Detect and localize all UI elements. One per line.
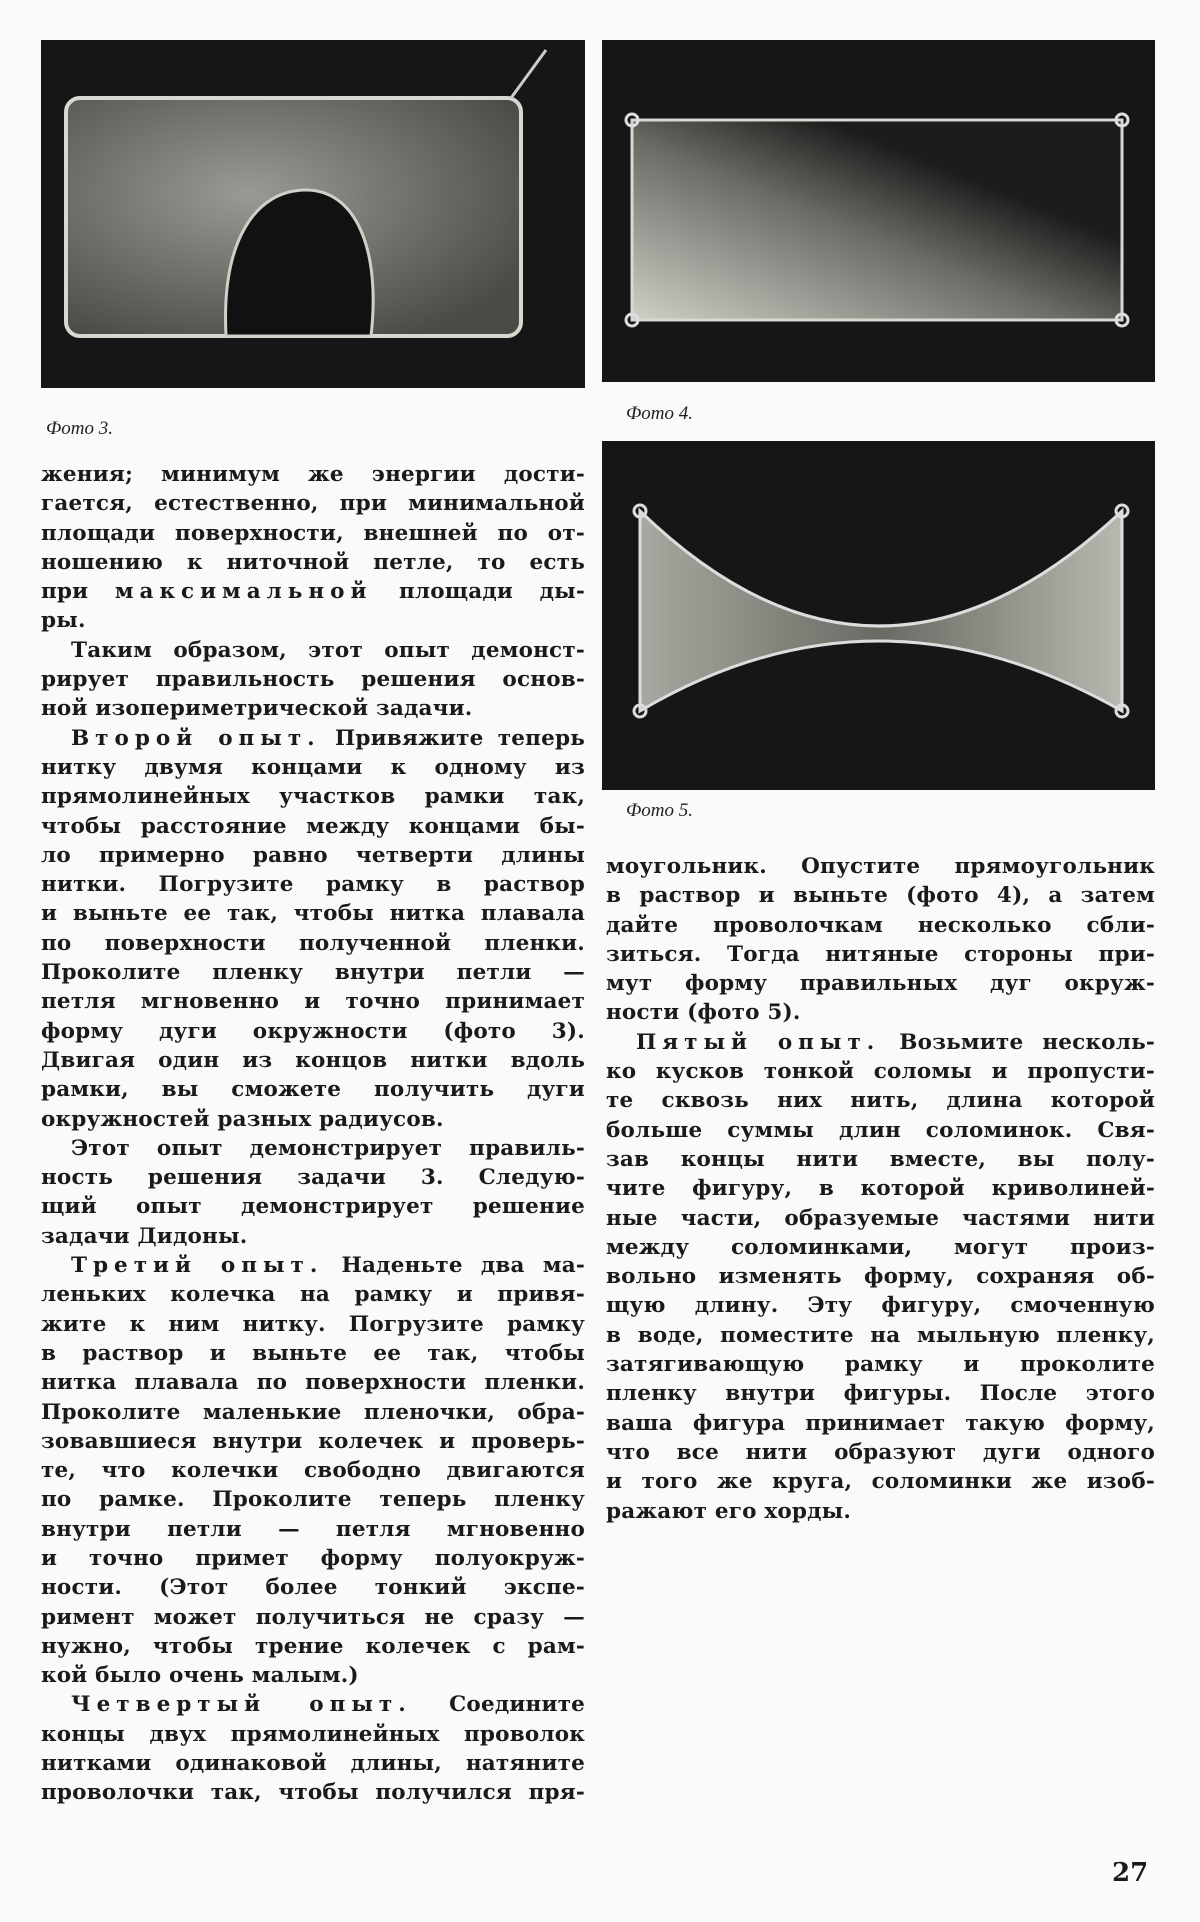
line-text: вольно изменять форму, сохраняя об- [606, 1264, 1155, 1290]
line-text: в воде, поместите на мыльную пленку, [606, 1322, 1155, 1348]
text-line [41, 577, 585, 606]
section-lead-in: максимальной [114, 579, 373, 605]
line-text: нитку двумя концами к одному из [41, 754, 585, 780]
text-line [41, 1573, 585, 1602]
text-line [41, 1310, 585, 1339]
text-line [41, 1251, 585, 1280]
line-text: петля мгновенно и точно принимает [41, 989, 585, 1015]
line-text: ность решения задачи 3. Следую- [41, 1165, 585, 1191]
text-line [41, 1690, 585, 1719]
line-text: Возьмите несколь- [880, 1029, 1155, 1055]
text-line [41, 1778, 585, 1807]
line-text: ваша фигура принимает такую форму, [606, 1410, 1155, 1436]
line-text: те, что колечки свободно двигаются [41, 1458, 585, 1484]
text-line [41, 724, 585, 753]
line-text: жения; минимум же энергии дости- [41, 462, 585, 487]
text-line [606, 1467, 1155, 1496]
text-line [41, 1427, 585, 1456]
line-text: щую длину. Эту фигуру, смоченную [606, 1293, 1155, 1319]
text-line [606, 1028, 1155, 1057]
photo-4 [602, 40, 1155, 382]
line-text: ражают его хорды. [606, 1498, 852, 1524]
line-text: ной изопериметрической задачи. [41, 696, 473, 722]
line-text: окружностей разных радиусов. [41, 1106, 444, 1132]
line-text: мут форму правильных дуг окруж- [606, 971, 1155, 997]
line-text: Проколите пленку внутри петли — [41, 960, 585, 986]
line-text: задачи Дидоны. [41, 1223, 248, 1249]
text-line [606, 1438, 1155, 1467]
text-line [41, 812, 585, 841]
line-text: в раствор и выньте (фото 4), а затем [606, 883, 1155, 909]
line-text: рирует правильность решения основ- [41, 667, 585, 693]
line-text: кой было очень малым.) [41, 1663, 359, 1689]
text-line [606, 1145, 1155, 1174]
text-line [41, 694, 585, 723]
text-line [606, 969, 1155, 998]
line-text: ры. [41, 608, 86, 634]
line-text: по рамке. Проколите теперь пленку [41, 1487, 585, 1513]
text-line [41, 958, 585, 987]
text-line [41, 987, 585, 1016]
line-text: зовавшиеся внутри колечек и проверь- [41, 1428, 585, 1454]
text-line [41, 1134, 585, 1163]
line-text: ко кусков тонкой соломы и пропусти- [606, 1059, 1155, 1085]
photo-4-caption: Фото 4. [626, 403, 694, 424]
text-line [41, 870, 585, 899]
text-line [41, 1749, 585, 1778]
line-text: что все нити образуют дуги одного [606, 1439, 1155, 1465]
text-line [41, 1163, 585, 1192]
text-line [41, 1398, 585, 1427]
text-line [606, 1233, 1155, 1262]
text-line [41, 1280, 585, 1309]
line-text: нитками одинаковой длины, натяните [41, 1751, 585, 1777]
line-text: щий опыт демонстрирует решение [41, 1194, 585, 1220]
text-line [41, 782, 585, 811]
left-text-column [41, 460, 585, 1808]
line-text: моугольник. Опустите прямоугольник [606, 854, 1155, 879]
line-text: римент может получиться не сразу — [41, 1604, 585, 1630]
line-text: пленку внутри фигуры. После этого [606, 1381, 1155, 1407]
text-line [41, 1456, 585, 1485]
line-text: и точно примет форму полуокруж- [41, 1545, 585, 1571]
photo-5 [602, 441, 1155, 790]
line-text: прямолинейных участков рамки так, [41, 784, 585, 810]
text-line [606, 1262, 1155, 1291]
soap-film-rectangle-image [602, 40, 1155, 382]
text-line [606, 940, 1155, 969]
line-text: зав концы нити вместе, вы полу- [606, 1146, 1155, 1172]
section-lead-in: Второй опыт. [71, 725, 321, 751]
text-line [606, 1204, 1155, 1233]
text-line [606, 911, 1155, 940]
text-line [41, 548, 585, 577]
text-line [41, 1720, 585, 1749]
section-lead-in: Пятый опыт. [636, 1029, 881, 1055]
line-text: гается, естественно, при минимальной [41, 491, 585, 517]
text-line [41, 841, 585, 870]
text-line [41, 1222, 585, 1251]
line-text: концы двух прямолинейных проволок [41, 1721, 585, 1747]
text-line [41, 636, 585, 665]
line-text: форму дуги окружности (фото 3). [41, 1018, 585, 1044]
line-text: ношению к ниточной петле, то есть [41, 549, 585, 575]
text-line [41, 1339, 585, 1368]
soap-film-arcs-image [602, 441, 1155, 790]
line-text: ности. (Этот более тонкий экспе- [41, 1575, 585, 1601]
text-line [41, 1603, 585, 1632]
line-text: внутри петли — петля мгновенно [41, 1516, 585, 1542]
line-text: Проколите маленькие пленочки, обра- [41, 1399, 585, 1425]
text-line [606, 1379, 1155, 1408]
line-text: и выньте ее так, чтобы нитка плавала [41, 901, 585, 927]
line-text: между соломинками, могут произ- [606, 1234, 1155, 1260]
text-line [606, 852, 1155, 881]
text-line [606, 1291, 1155, 1320]
text-line [41, 460, 585, 489]
line-text: в раствор и выньте ее так, чтобы [41, 1340, 585, 1366]
line-text: ности (фото 5). [606, 1000, 801, 1026]
line-text: при [41, 579, 115, 605]
line-text: Соедините [411, 1692, 586, 1718]
section-lead-in: Четвертый опыт. [71, 1692, 412, 1718]
text-line [41, 1485, 585, 1514]
text-line [41, 519, 585, 548]
line-text: зиться. Тогда нитяные стороны при- [606, 941, 1155, 967]
line-text: Двигая один из концов нитки вдоль [41, 1047, 585, 1073]
photo-5-caption: Фото 5. [626, 800, 694, 821]
text-line [41, 929, 585, 958]
photo-3 [41, 40, 585, 388]
line-text: Привяжите теперь [320, 725, 585, 751]
line-text: ные части, образуемые частями нити [606, 1205, 1155, 1231]
line-text: площади поверхности, внешней по от- [41, 520, 585, 546]
text-line [41, 1017, 585, 1046]
line-text: нужно, чтобы трение колечек с рам- [41, 1633, 585, 1659]
line-text: нитка плавала по поверхности пленки. [41, 1370, 585, 1396]
line-text: Этот опыт демонстрирует правиль- [71, 1135, 585, 1161]
text-line [606, 1321, 1155, 1350]
line-text: по поверхности полученной пленки. [41, 930, 585, 956]
line-text: площади ды- [372, 579, 585, 605]
line-text: Таким образом, этот опыт демонст- [71, 637, 585, 663]
text-line [606, 881, 1155, 910]
line-text: Наденьте два ма- [323, 1253, 585, 1279]
line-text: проволочки так, чтобы получился пря- [41, 1780, 585, 1806]
text-line [41, 1661, 585, 1690]
soap-film-frame-with-arc-image [41, 40, 585, 388]
text-line [606, 1350, 1155, 1379]
section-lead-in: Третий опыт. [71, 1253, 324, 1279]
text-line [606, 1086, 1155, 1115]
text-line [606, 998, 1155, 1027]
line-text: чтобы расстояние между концами бы- [41, 813, 585, 839]
line-text: и того же круга, соломинки же изоб- [606, 1469, 1155, 1495]
text-line [606, 1497, 1155, 1526]
text-line [606, 1057, 1155, 1086]
line-text: нитки. Погрузите рамку в раствор [41, 872, 585, 898]
text-line [606, 1409, 1155, 1438]
text-line [41, 1368, 585, 1397]
line-text: рамки, вы сможете получить дуги [41, 1077, 585, 1103]
text-line [41, 1515, 585, 1544]
text-line [41, 1075, 585, 1104]
text-line [41, 1105, 585, 1134]
text-line [41, 753, 585, 782]
line-text: больше суммы длин соломинок. Свя- [606, 1117, 1155, 1143]
line-text: ло примерно равно четверти длины [41, 842, 585, 868]
line-text: леньких колечка на рамку и привя- [41, 1282, 585, 1308]
line-text: дайте проволочкам несколько сбли- [606, 912, 1155, 938]
text-line [41, 606, 585, 635]
text-line [41, 1046, 585, 1075]
text-line [606, 1116, 1155, 1145]
photo-3-caption: Фото 3. [46, 418, 114, 439]
line-text: те сквозь них нить, длина которой [606, 1088, 1155, 1114]
text-line [41, 1544, 585, 1573]
text-line [41, 1192, 585, 1221]
line-text: затягивающую рамку и проколите [606, 1352, 1155, 1378]
text-line [41, 665, 585, 694]
line-text: чите фигуру, в которой криволиней- [606, 1176, 1155, 1202]
text-line [41, 1632, 585, 1661]
right-text-column [606, 852, 1155, 1526]
text-line [41, 899, 585, 928]
line-text: жите к ним нитку. Погрузите рамку [41, 1311, 585, 1337]
text-line [606, 1174, 1155, 1203]
page-number: 27 [1112, 1858, 1149, 1888]
text-line [41, 489, 585, 518]
